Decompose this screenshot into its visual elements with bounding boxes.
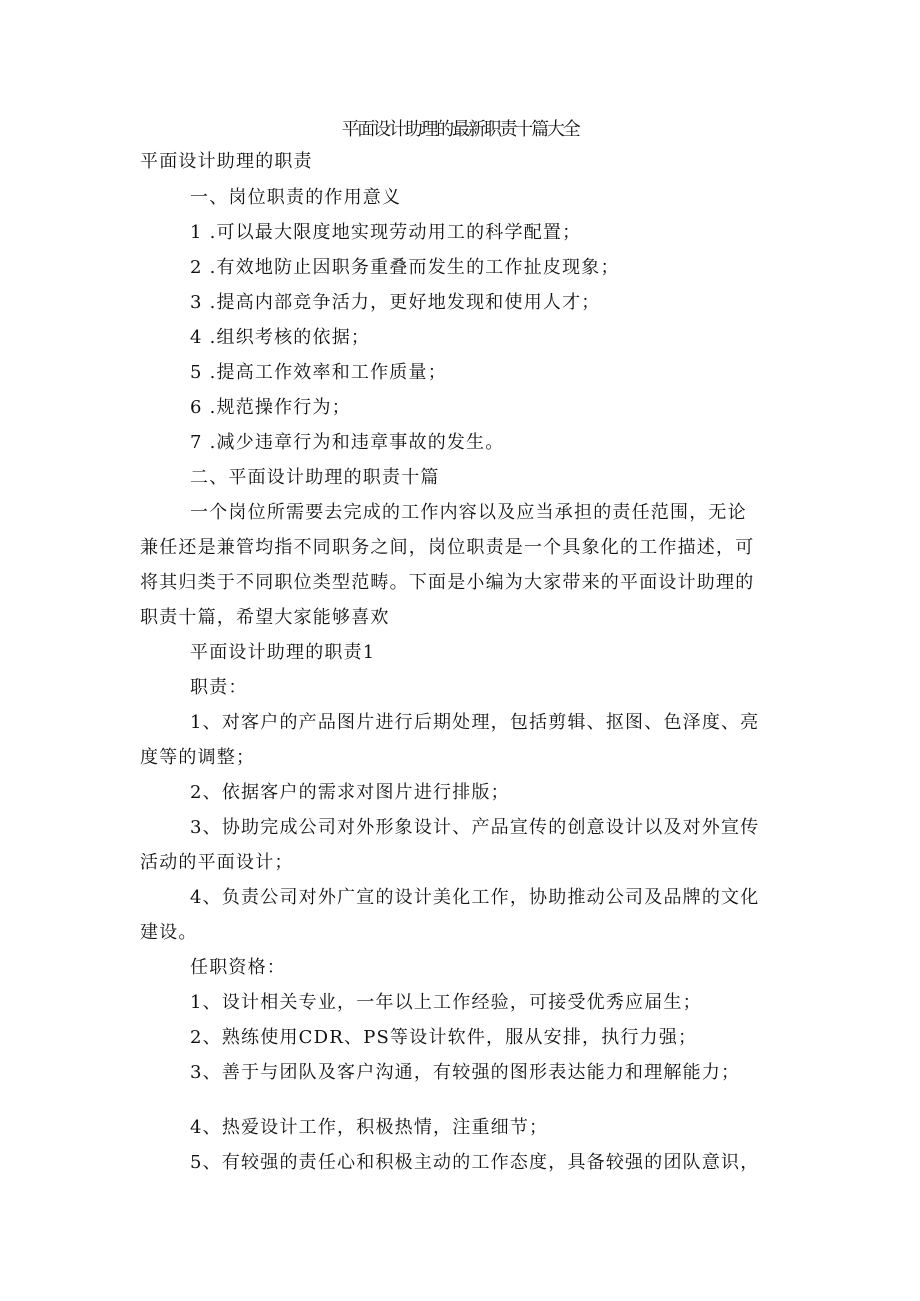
duty-item: 3、协助完成公司对外形象设计、产品宣传的创意设计以及对外宣传 <box>190 817 760 838</box>
list-item: 2 .有效地防止因职务重叠而发生的工作扯皮现象； <box>190 257 620 278</box>
qualifications-label: 任职资格： <box>190 957 286 978</box>
paragraph-line: 将其归类于不同职位类型范畴。下面是小编为大家带来的平面设计助理的 <box>140 572 755 593</box>
list-item: 1 .可以最大限度地实现劳动用工的科学配置； <box>190 222 582 243</box>
document-title: 平面设计助理的最新职责十篇大全 <box>341 119 579 140</box>
list-item: 3 .提高内部竞争活力，更好地发现和使用人才； <box>190 292 601 313</box>
qualification-item: 3、善于与团队及客户沟通，有较强的图形表达能力和理解能力； <box>190 1062 741 1083</box>
section2-heading: 二、平面设计助理的职责十篇 <box>190 467 440 488</box>
qualification-item: 2、熟练使用CDR、PS等设计软件，服从安排，执行力强； <box>190 1027 698 1048</box>
paragraph-line: 职责十篇，希望大家能够喜欢 <box>140 607 390 628</box>
qualification-item: 4、热爱设计工作，积极热情，注重细节； <box>190 1117 549 1138</box>
qualification-item: 5、有较强的责任心和积极主动的工作态度，具备较强的团队意识， <box>190 1152 760 1173</box>
qualification-item: 1、设计相关专业，一年以上工作经验，可接受优秀应届生； <box>190 992 702 1013</box>
section-heading: 平面设计助理的职责 <box>140 151 313 172</box>
section1-heading: 一、岗位职责的作用意义 <box>190 187 402 208</box>
list-item: 7 .减少违章行为和违章事故的发生。 <box>190 432 505 453</box>
duty-item: 2、依据客户的需求对图片进行排版； <box>190 782 510 803</box>
list-item: 4 .组织考核的依据； <box>190 327 371 348</box>
paragraph-line: 一个岗位所需要去完成的工作内容以及应当承担的责任范围，无论 <box>190 502 747 523</box>
duty-item-continuation: 度等的调整； <box>140 747 256 768</box>
duty-item-continuation: 活动的平面设计； <box>140 852 294 873</box>
duties-label: 职责： <box>190 677 248 698</box>
duty-item-continuation: 建设。 <box>140 922 198 943</box>
duty-title: 平面设计助理的职责1 <box>190 642 376 663</box>
duty-item: 4、负责公司对外广宣的设计美化工作，协助推动公司及品牌的文化 <box>190 887 760 908</box>
list-item: 6 .规范操作行为； <box>190 397 351 418</box>
duty-item: 1、对客户的产品图片进行后期处理，包括剪辑、抠图、色泽度、亮 <box>190 712 760 733</box>
paragraph-line: 兼任还是兼管均指不同职务之间，岗位职责是一个具象化的工作描述，可 <box>140 537 755 558</box>
list-item: 5 .提高工作效率和工作质量； <box>190 362 447 383</box>
